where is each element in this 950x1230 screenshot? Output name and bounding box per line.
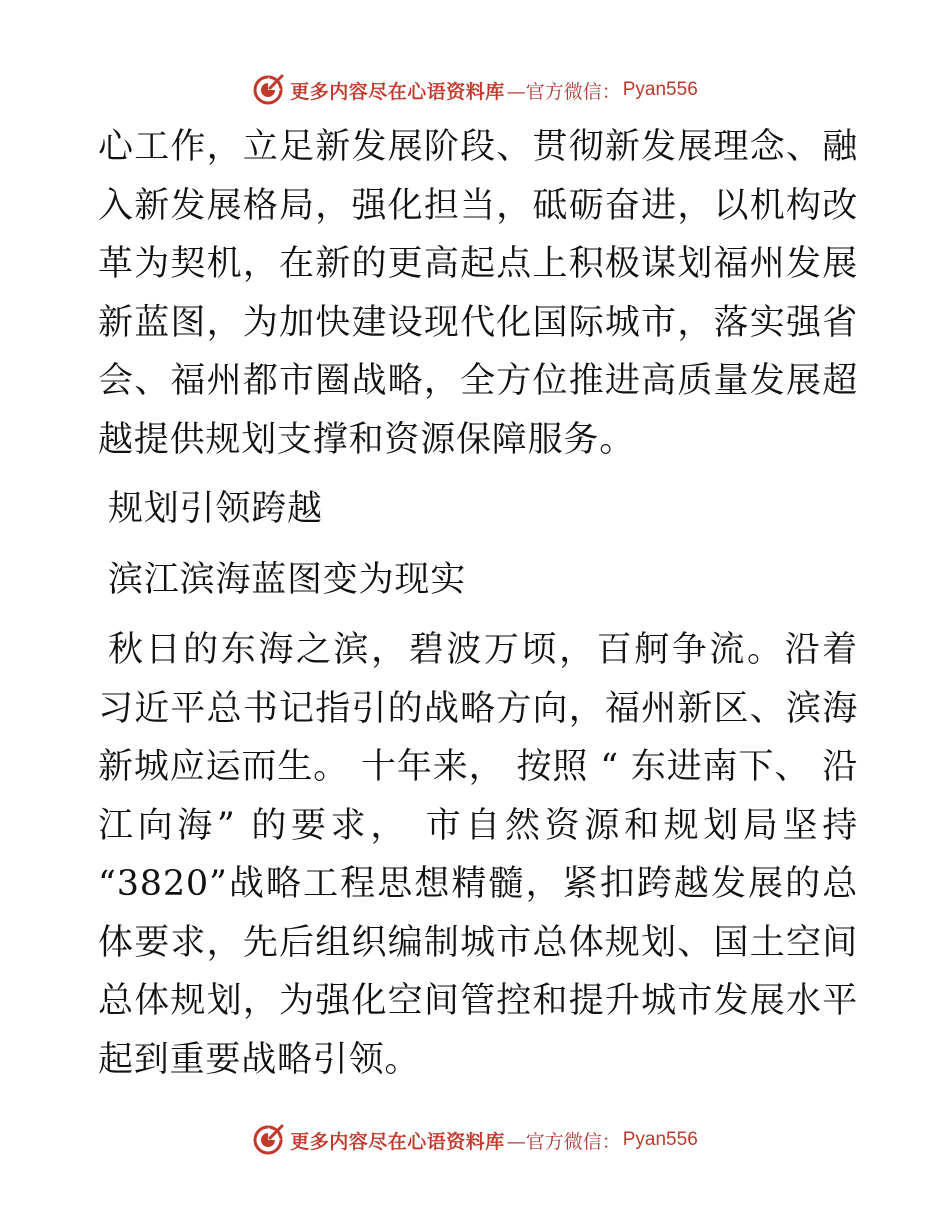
- header-banner: [0, 70, 950, 110]
- logo-icon: [252, 74, 284, 106]
- footer-banner-wechat-id: Pyan556: [622, 1129, 698, 1150]
- logo-icon: [252, 1124, 284, 1156]
- footer-banner: [0, 1120, 950, 1160]
- document-body: [98, 118, 858, 1089]
- paragraph-2: 秋日的东海之滨，碧波万顷，百舸争流。沿着习近平总书记指引的战略方向，福州新区、滨海新城应运而生。 十年来， 按照 “ 东进南下、 沿江向海” 的要求， 市自然资源和规划局坚持 “3820”战略工程思想精髓，紧扣跨越发展的总体要求，先后组织编制城市总体规划、国土空间总体规划，为强化空间管控和提升城市发展水平起到重要战略引领。: [98, 630, 858, 1080]
- header-banner-wechat-id: Pyan556: [622, 79, 698, 100]
- footer-banner-text: 更多内容尽在心语资料库: [290, 1130, 505, 1153]
- header-banner-wechat-label: —官方微信：: [506, 80, 621, 103]
- footer-banner-wechat-label: —官方微信：: [506, 1130, 621, 1153]
- section-subheading: 滨江滨海蓝图变为现实: [108, 559, 467, 600]
- paragraph-1: 心工作，立足新发展阶段、贯彻新发展理念、融入新发展格局，强化担当，砥砺奋进，以机构改革为契机，在新的更高起点上积极谋划福州发展新蓝图，为加快建设现代化国际城市，落实强省会、福州都市圈战略，全方位推进高质量发展超越提供规划支撑和资源保障服务。: [98, 127, 858, 460]
- header-banner-text: 更多内容尽在心语资料库: [290, 80, 505, 103]
- section-heading: 规划引领跨越: [108, 489, 323, 529]
